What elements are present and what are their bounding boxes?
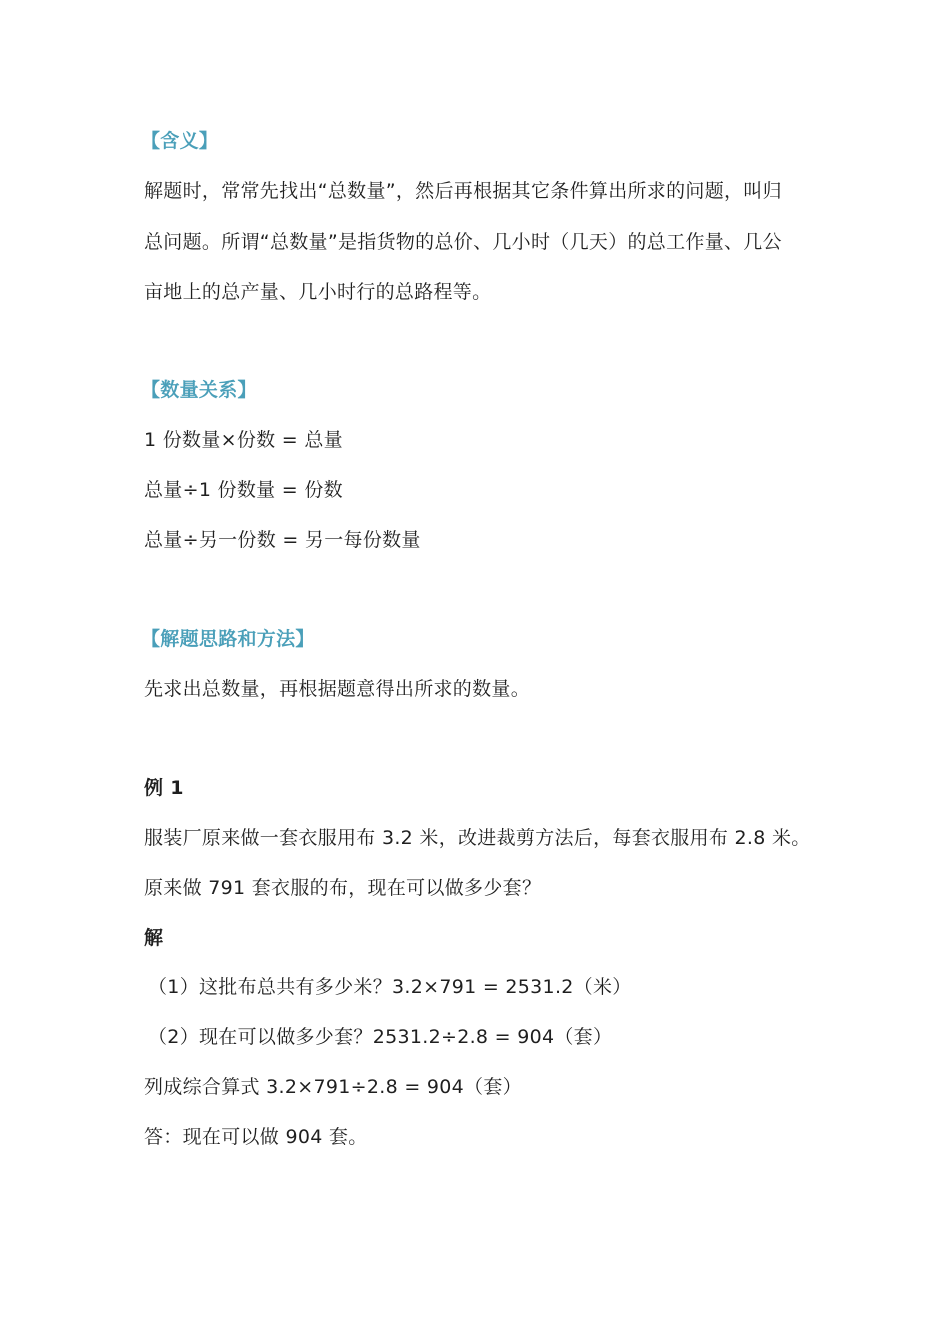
formula-line: 总量÷另一份数 = 另一每份数量 (144, 529, 421, 551)
answer-line: 答：现在可以做 904 套。 (144, 1126, 368, 1148)
paragraph-line: 先求出总数量，再根据题意得出所求的数量。 (144, 678, 531, 700)
example-title: 例 1 (144, 777, 184, 799)
formula-line: 1 份数量×份数 = 总量 (144, 429, 343, 451)
solution-step: （1）这批布总共有多少米？3.2×791 = 2531.2（米） (148, 976, 632, 998)
example-problem-line: 原来做 791 套衣服的布，现在可以做多少套？ (144, 877, 542, 899)
example-problem-line: 服装厂原来做一套衣服用布 3.2 米，改进裁剪方法后，每套衣服用布 2.8 米。 (144, 827, 811, 849)
combined-formula: 列成综合算式 3.2×791÷2.8 = 904（套） (144, 1076, 522, 1098)
formula-line: 总量÷1 份数量 = 份数 (144, 479, 343, 501)
solution-label: 解 (144, 927, 164, 949)
section-heading-relation: 【数量关系】 (141, 379, 257, 401)
paragraph-line: 解题时，常常先找出“总数量”，然后再根据其它条件算出所求的问题，叫归 (144, 180, 782, 202)
solution-step: （2）现在可以做多少套？2531.2÷2.8 = 904（套） (148, 1026, 613, 1048)
paragraph-line: 总问题。所谓“总数量”是指货物的总价、几小时（几天）的总工作量、几公 (144, 231, 782, 253)
section-heading-method: 【解题思路和方法】 (141, 628, 315, 650)
paragraph-line: 亩地上的总产量、几小时行的总路程等。 (144, 281, 492, 303)
section-heading-meaning: 【含义】 (141, 130, 219, 152)
